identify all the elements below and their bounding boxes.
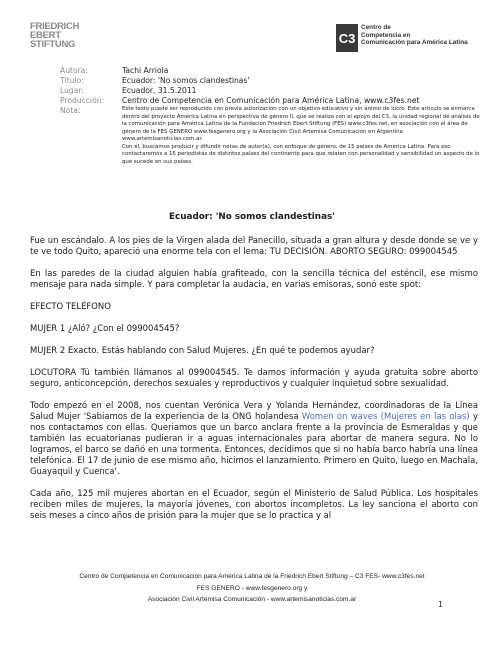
- metadata-block: [60, 66, 480, 166]
- c3-logo-line: Competencia en: [361, 31, 411, 39]
- meta-label: Nota:: [60, 106, 81, 115]
- meta-note-paragraph: Con él, buscamos producir y difundir notas de autor(a), con enfoque de género, de 15 países de América Latina. Para eso contactaremos a 15 periodistas de distintos países del continente para que relaten con personalidad y sensibilidad un aspecto de lo que sucede en sus países.: [122, 143, 480, 165]
- article-paragraph: [30, 400, 478, 477]
- page-number: 1: [438, 600, 444, 609]
- article-body: [30, 235, 478, 532]
- footer-line: Asociación Civil Artemisa Comunicación - www.artemisanoticias.com.ar: [147, 596, 357, 603]
- meta-author: Tachi Arriola: [122, 66, 169, 75]
- meta-place: Ecuador, 31.5.2011: [122, 86, 197, 95]
- meta-note: [122, 106, 480, 166]
- paragraph-text: y nos contactamos con ellas. Queriamos que un barco anclara frente a la provincia de Esmeraldas y que también las ecuatorianas pudieran ir a aguas internacionales para abortar de manera segura. No lo logramos, el barco se dañó en una tormenta. Entonces, decidimos que si no había barco habría una línea telefónica. El 17 de junio de ese mismo año, hicimos el lanzamiento. Primero en Quito, luego en Machala, Guayaquil y Cuenca'.: [30, 411, 478, 476]
- meta-note-paragraph: Este texto puede ser reproducido con previa autorización con un objetivo educativo y sin ánimo de lucro. Este artículo se enmarca dentro del proyecto América Latina en perspectiva de género II, que se realiza con el apoyo del C3, la unidad regional de análisis de la comunicación para América Latina de la Fundación Friedrich Ebert Stiftung (FES) www.c3fes.net, en asociación con el área de género de la FES GENERO www.fesgenero.org y la Asociación Civil Artemisa Comunicación en Argentina www.artemisanoticias.com.ar.: [122, 106, 480, 143]
- meta-author-row: [60, 66, 480, 76]
- meta-label: Producción:: [60, 96, 105, 105]
- article-paragraph: Cada año, 125 mil mujeres abortan en el Ecuador, según el Ministerio de Salud Pública. Los hospitales reciben miles de mujeres, la mayoría jóvenes, con abortos incompletos. La ley sanciona el aborto con seis meses a cinco años de prisión para la mujer que se lo practica y al: [30, 488, 478, 520]
- fes-logo-line: FRIEDRICH: [30, 21, 80, 32]
- footer-line: Centro de Competencia en Comunicación para América Latina de la Friedrich Ebert Stiftung – C3 FES- www.c3fes.net: [79, 573, 425, 580]
- page-footer: [0, 571, 504, 606]
- footer-line: FES GENERO - www.fesgenero.org y: [196, 584, 308, 592]
- meta-label: Lugar:: [60, 86, 84, 95]
- article-title: Ecuador: 'No somos clandestinas': [169, 212, 335, 222]
- fes-logo-line: EBERT: [30, 30, 61, 41]
- meta-production-row: [60, 96, 480, 106]
- article-paragraph: MUJER 2 Exacto. Estás hablando con Salud Mujeres. ¿En qué te podemos ayudar?: [30, 345, 375, 355]
- fes-logo: [30, 22, 100, 49]
- meta-note-row: [60, 106, 480, 166]
- c3-logo: [336, 24, 471, 52]
- c3-logo-line: Centro de: [361, 24, 391, 31]
- article-paragraph: LOCUTORA Tú también llámanos al 099004545. Te damos información y ayuda gratuita sobre aborto seguro, anticoncepción, derechos sexuales y reproductivos y cualquier inquietud sobre sexualidad.: [30, 367, 478, 388]
- meta-production: Centro de Competencia en Comunicación para América Latina, www.c3fes.net: [122, 96, 420, 105]
- article-paragraph: Fue un escándalo. A los pies de la Virgen alada del Panecillo, situada a gran altura y desde donde se ve y te ve todo Quito, apareció una enorme tela con el lema: TU DECISIÓN. ABORTO SEGURO: 099004545: [30, 235, 478, 256]
- meta-label: Autora:: [60, 66, 88, 75]
- article-paragraph: EFECTO TELÉFONO: [30, 301, 111, 311]
- article-paragraph: En las paredes de la ciudad alguien había grafiteado, con la sencilla técnica del esténcil, ese mismo mensaje para nada simple. Y para completar la audacia, en varias emisoras, sonó este spot:: [30, 268, 478, 289]
- meta-place-row: [60, 86, 480, 96]
- meta-label: Título:: [60, 76, 84, 85]
- paragraph-text: Todo empezó en el 2008, nos cuentan Verónica Vera y Yolanda Hernández, coordinadoras de la Línea Salud Mujer 'Sabiamos de la experiencia de la ONG holandesa: [30, 400, 478, 421]
- article-paragraph: MUJER 1 ¿Aló? ¿Con el 099004545?: [30, 323, 180, 333]
- c3-logo-line: Comunicación para América Latina: [361, 39, 468, 47]
- women-on-waves-link[interactable]: Women on waves (Mujeres en las olas): [301, 411, 470, 421]
- meta-title-row: [60, 76, 480, 86]
- c3-logo-text: [361, 24, 471, 47]
- c3-logo-mark: C3: [336, 24, 358, 52]
- meta-title: Ecuador: 'No somos clandestinas': [122, 76, 250, 85]
- fes-logo-line: STIFTUNG: [30, 39, 76, 50]
